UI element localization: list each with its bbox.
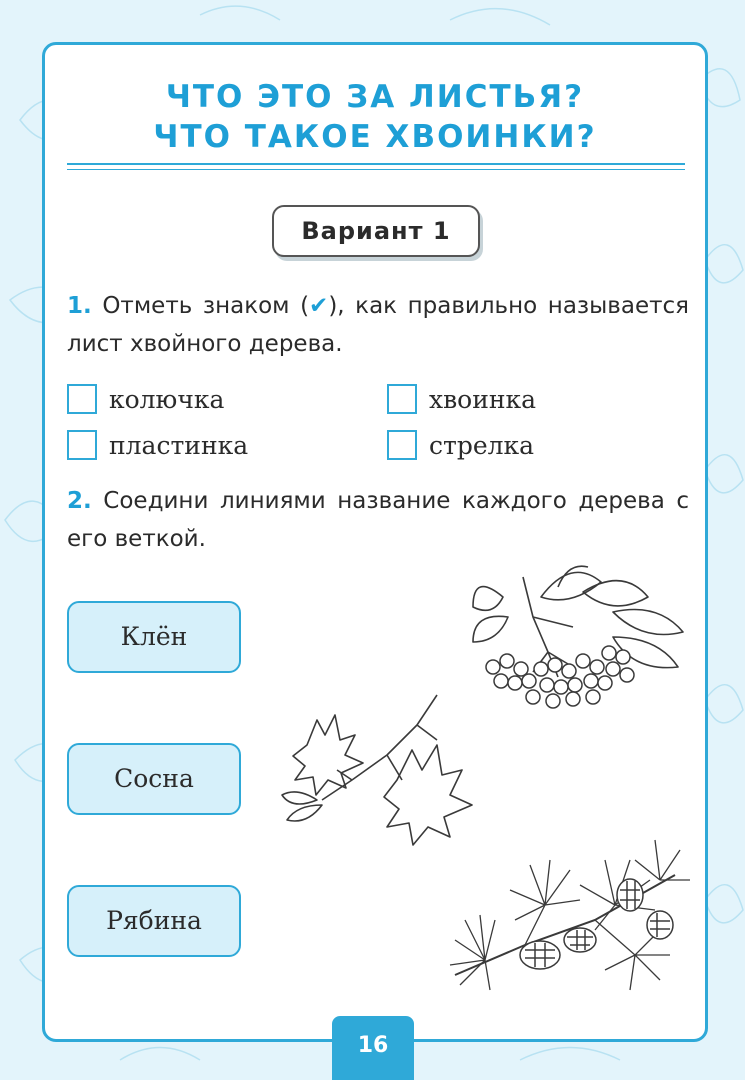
- option-checkbox[interactable]: [387, 430, 417, 460]
- variant-label: Вариант 1: [272, 205, 480, 257]
- title-divider-thin: [67, 169, 685, 170]
- tree-label-rowan[interactable]: Рябина: [67, 885, 241, 957]
- task-1-text: [67, 287, 689, 363]
- option-checkbox[interactable]: [67, 384, 97, 414]
- title-divider: [67, 163, 685, 165]
- page-number-tab: 16: [332, 1016, 414, 1080]
- option-label: колючка: [109, 384, 225, 414]
- task-2-number: 2.: [67, 488, 92, 514]
- option-kolyuchka[interactable]: [67, 379, 224, 419]
- option-plastinka[interactable]: [67, 425, 248, 465]
- tree-label-pine[interactable]: Сосна: [67, 743, 241, 815]
- worksheet-card: [42, 42, 708, 1042]
- tree-label-maple[interactable]: Клён: [67, 601, 241, 673]
- option-strelka[interactable]: [387, 425, 534, 465]
- task-1-text-before: Отметь знаком (: [91, 293, 310, 319]
- option-khvoinka[interactable]: [387, 379, 536, 419]
- option-checkbox[interactable]: [387, 384, 417, 414]
- checkmark-icon: ✔: [309, 293, 329, 319]
- page-title-line-1: ЧТО ЭТО ЗА ЛИСТЬЯ?: [165, 79, 585, 115]
- task-1-number: 1.: [67, 293, 92, 319]
- option-label: стрелка: [429, 430, 535, 460]
- page-title-line-2: ЧТО ТАКОЕ ХВОИНКИ?: [153, 119, 597, 155]
- task-1-text-after: ), как правильно называется лист хвойного дерева.: [67, 293, 689, 357]
- option-checkbox[interactable]: [67, 430, 97, 460]
- option-label: пластинка: [109, 430, 249, 460]
- pine-branch-illustration[interactable]: [445, 825, 695, 1000]
- option-label: хвоинка: [429, 384, 537, 414]
- task-2-text-body: Соедини линиями название каждого дерева с его веткой.: [67, 488, 689, 552]
- rowan-branch-illustration[interactable]: [463, 557, 695, 717]
- task-2-text: [67, 482, 689, 558]
